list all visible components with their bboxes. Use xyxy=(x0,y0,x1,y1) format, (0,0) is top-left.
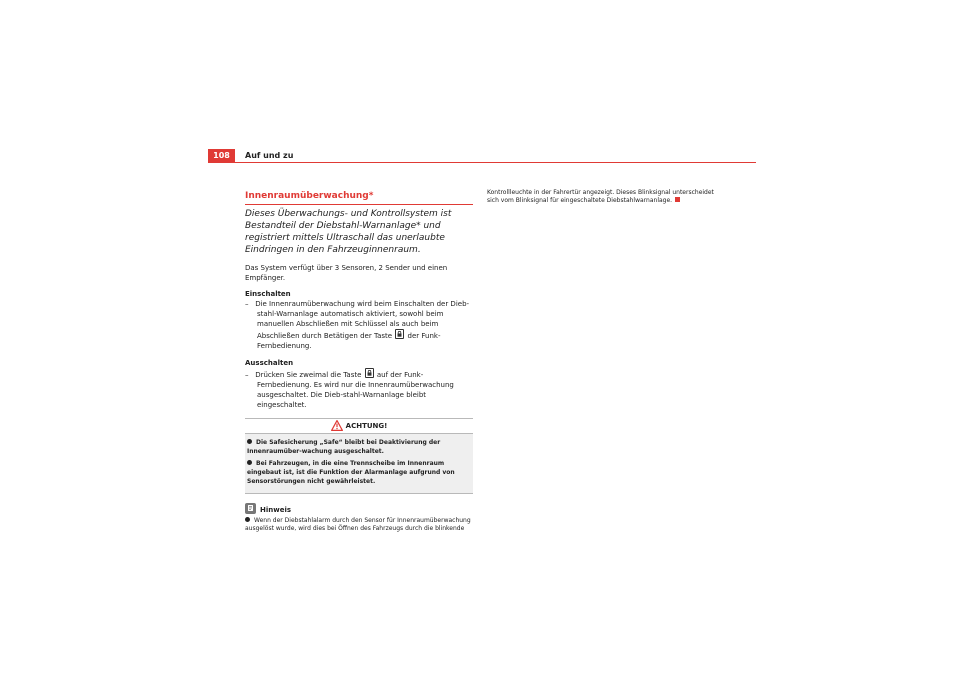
continuation-text: Kontrollleuchte in der Fahrertür angezeigt. Dieses Blinksignal unterscheidet sich vom Blinksignal für eingeschaltete Diebstahlwarnanlage. xyxy=(487,189,714,204)
bullet-icon xyxy=(245,517,250,522)
system-description: Das System verfügt über 3 Sensoren, 2 Sender und einen Empfänger. xyxy=(245,264,448,282)
note-header xyxy=(245,503,473,516)
lock-key-icon xyxy=(365,368,374,378)
warning-box xyxy=(245,418,473,494)
section-intro: Dieses Überwachungs- und Kontrollsystem ist Bestandteil der Diebstahl-Warnanlage* und registriert mittels Ultraschall das unerlaubte Eindringen in den Fahrzeuginnenraum. xyxy=(245,209,452,255)
warning-header xyxy=(245,419,473,434)
warning-item: Die Safesicherung „Safe“ bleibt bei Deaktivierung der Innenraumüber-wachung ausgeschaltet. xyxy=(247,439,441,455)
dash-marker: – xyxy=(245,371,249,379)
section-title: Innenraumüberwachung* xyxy=(245,190,473,205)
ausschalten-text-before: Drücken Sie zweimal die Taste xyxy=(255,371,362,379)
einschalten-text-after: der Funk-Fernbedienung. xyxy=(257,332,441,350)
section-end-icon xyxy=(675,197,680,202)
einschalten-heading: Einschalten xyxy=(245,290,291,298)
note-title: Hinweis xyxy=(260,506,292,514)
header-rule xyxy=(208,162,756,163)
einschalten-text-before: Die Innenraumüberwachung wird beim Einschalten der Dieb-stahl-Warnanlage automatisch aktiviert, sowohl beim manuellen Abschließen mit Schlüssel als auch beim Abschließen durch Betätigen der Taste xyxy=(255,300,470,340)
ausschalten-text-after: auf der Funk-Fernbedienung. Es wird nur die Innenraumüberwachung ausgeschaltet. Die Dieb-stahl-Warnanlage bleibt eingeschaltet. xyxy=(257,371,454,409)
right-column xyxy=(487,189,727,205)
left-column xyxy=(245,190,473,533)
note-icon xyxy=(245,503,256,514)
einschalten-step xyxy=(245,299,473,351)
note-item: Wenn der Diebstahlalarm durch den Sensor für Innenraumüberwachung ausgelöst wurde, wird dies bei Öffnen des Fahrzeugs durch die blinkende xyxy=(245,517,471,532)
warning-title: ACHTUNG! xyxy=(345,422,388,430)
bullet-icon xyxy=(247,460,252,465)
bullet-icon xyxy=(247,439,252,444)
chapter-title: Auf und zu xyxy=(245,151,294,160)
warning-body xyxy=(245,434,473,493)
warning-item: Bei Fahrzeugen, in die eine Trennscheibe im Innenraum eingebaut ist, ist die Funktion der Alarmanlage aufgrund von Sensorstörungen nicht gewährleistet. xyxy=(247,460,455,485)
lock-key-icon xyxy=(395,329,404,339)
ausschalten-heading: Ausschalten xyxy=(245,359,294,367)
page-number: 108 xyxy=(208,149,235,163)
warning-triangle-icon xyxy=(331,420,343,431)
ausschalten-step xyxy=(245,368,473,410)
dash-marker: – xyxy=(245,300,249,308)
